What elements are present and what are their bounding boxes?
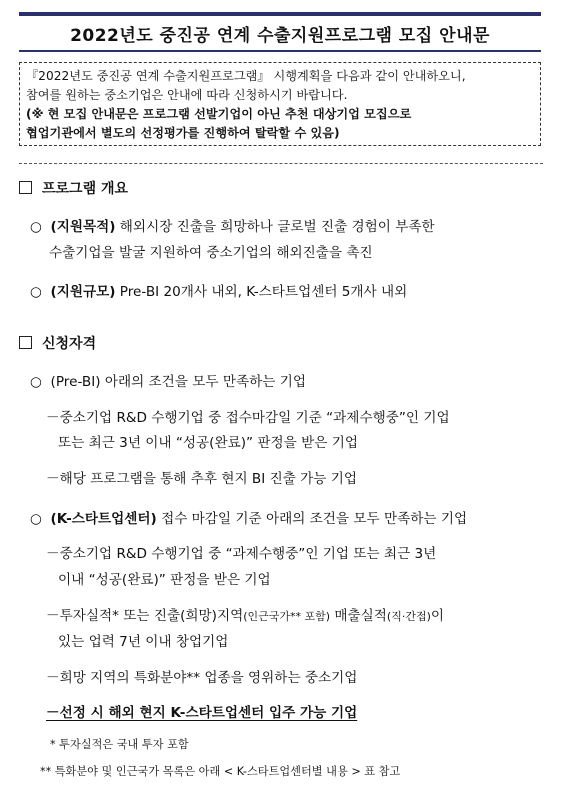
ksc-condition-2-end: 이	[430, 608, 445, 624]
ksc-condition-3: －희망 지역의 특화분야** 업종을 영위하는 중소기업	[46, 670, 358, 686]
ksc-heading-text: 접수 마감일 기준 아래의 조건을 모두 만족하는 기업	[156, 511, 468, 527]
ksc-condition-2-note: (인근국가** 포함)	[243, 610, 331, 623]
prebi-condition-1: －중소기업 R&D 수행기업 중 접수마감일 기준 “과제수행중”인 기업	[46, 410, 450, 426]
ksc-condition-1-cont: 이내 “성공(완료)” 판정을 받은 기업	[58, 572, 271, 588]
scale-text: Pre-BI 20개사 내외, K-스타트업센터 5개사 내외	[115, 284, 408, 300]
footnote-2: ** 특화분야 및 인근국가 목록은 아래 < K-스타트업센터별 내용 > 표 참고	[40, 765, 401, 778]
ksc-condition-4: －선정 시 해외 현지 K-스타트업센터 입주 가능 기업	[46, 705, 358, 721]
section-heading: 신청자격	[42, 336, 97, 352]
document-title-box	[19, 12, 541, 52]
square-bullet-icon	[19, 336, 32, 349]
ksc-condition-2	[46, 603, 444, 630]
notice-line-1: 『2022년도 중진공 연계 수출지원프로그램』 시행계획을 다음과 같이 안내하오니,	[26, 69, 466, 83]
section-program-overview	[19, 178, 128, 198]
circle-bullet-icon: ○	[30, 284, 42, 300]
prebi-condition-1-cont: 또는 최근 3년 이내 “성공(완료)” 판정을 받은 기업	[58, 435, 358, 451]
footnote-1: * 투자실적은 국내 투자 포함	[50, 738, 189, 751]
prebi-heading	[30, 369, 306, 395]
document-title: 2022년도 중진공 연계 수출지원프로그램 모집 안내문	[70, 25, 490, 46]
notice-line-4: 협업기관에서 별도의 선정평가를 진행하여 탈락할 수 있음)	[26, 126, 340, 140]
overview-purpose	[30, 214, 435, 240]
circle-bullet-icon: ○	[30, 511, 42, 527]
ksc-heading	[30, 506, 467, 532]
prebi-heading-text: (Pre-BI) 아래의 조건을 모두 만족하는 기업	[50, 374, 306, 390]
notice-box	[19, 62, 541, 146]
ksc-condition-2-note2: (직·간접)	[386, 610, 431, 623]
ksc-condition-2-mid: 매출실적	[330, 608, 387, 624]
section-heading: 프로그램 개요	[42, 181, 129, 197]
circle-bullet-icon: ○	[30, 219, 42, 235]
ksc-condition-2-text: －투자실적* 또는 진출(희망)지역	[46, 608, 244, 624]
overview-scale	[30, 279, 407, 305]
circle-bullet-icon: ○	[30, 374, 42, 390]
notice-line-2: 참여를 원하는 중소기업은 안내에 따라 신청하시기 바랍니다.	[26, 88, 348, 102]
section-divider	[19, 163, 543, 164]
ksc-condition-1: －중소기업 R&D 수행기업 중 “과제수행중”인 기업 또는 최근 3년	[46, 546, 437, 562]
scale-label: (지원규모)	[50, 284, 116, 300]
ksc-condition-2-cont: 있는 업력 7년 이내 창업기업	[58, 634, 229, 650]
overview-purpose-cont: 수출기업을 발굴 지원하여 중소기업의 해외진출을 촉진	[49, 245, 373, 261]
notice-line-3: (※ 현 모집 안내문은 프로그램 선발기업이 아닌 추천 대상기업 모집으로	[26, 107, 412, 121]
section-eligibility	[19, 333, 96, 353]
ksc-label: (K-스타트업센터)	[50, 511, 157, 527]
purpose-text: 해외시장 진출을 희망하나 글로벌 진출 경험이 부족한	[115, 219, 435, 235]
prebi-condition-2: －해당 프로그램을 통해 추후 현지 BI 진출 가능 기업	[46, 471, 357, 487]
square-bullet-icon	[19, 181, 32, 194]
purpose-label: (지원목적)	[50, 219, 116, 235]
